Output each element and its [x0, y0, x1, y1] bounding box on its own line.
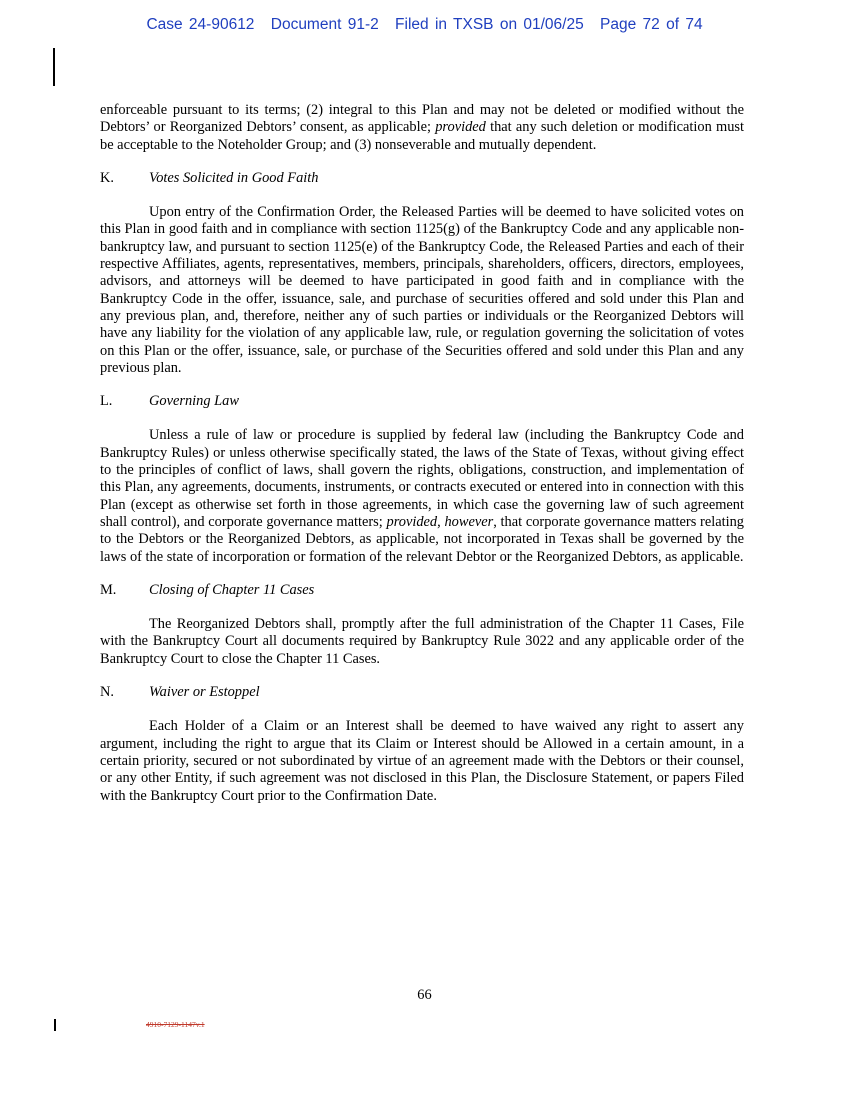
section-title: Governing Law — [149, 393, 239, 410]
section-l-separator: , — [437, 513, 445, 530]
intro-text-2: that any such deletion or modification must be acceptable to the Noteholder Group; and (3) nonseverable and mutually dependent. — [100, 119, 744, 153]
section-k-body: Upon entry of the Confirmation Order, the Released Parties will be deemed to have solicited votes on this Plan in good faith and in compliance with section 1125(g) of the Bankruptcy Code and any applicable non-bankruptcy law, and pursuant to section 1125(e) of the Bankruptcy Code, the Released Parties and each of their respective Affiliates, agents, representatives, members, principals, shareholders, officers, directors, employees, advisors, and attorneys will be deemed to have participated in good faith and in compliance with the Bankruptcy Code in the offer, issuance, sale, and purchase of securities offered and sold under this Plan and any previous plan, and, therefore, neither any of such parties or individuals or the Reorganized Debtors will have any liability for the violation of any applicable law, rule, or regulation governing the solicitation of votes on this Plan or the offer, issuance, sale, or purchase of the Securities offered and sold under this Plan and any previous plan. — [100, 204, 744, 376]
intro-emphasis: provided — [435, 119, 486, 136]
document-id: 4910-7129-1147v.1 — [146, 1020, 205, 1029]
section-letter: M. — [100, 581, 117, 598]
section-l-body — [100, 427, 744, 565]
section-heading-m — [100, 582, 744, 599]
case-number: Case 24-90612 — [146, 16, 255, 33]
section-heading-n — [100, 684, 744, 701]
section-title: Votes Solicited in Good Faith — [149, 169, 319, 186]
section-title: Waiver or Estoppel — [149, 684, 260, 701]
section-heading-k — [100, 170, 744, 187]
section-l-text-2: , that corporate governance matters relating to the Debtors or the Reorganized Debtors, as applicable, not incorporated in Texas shall be governed by the laws of the state of incorporation or formation of the relevant Debtor or the Reorganized Debtors, as applicable. — [100, 513, 744, 565]
intro-paragraph — [100, 102, 744, 154]
section-letter: L. — [100, 393, 113, 410]
revision-bar — [54, 1019, 56, 1031]
section-l-emphasis-2: however — [444, 513, 494, 530]
document-number: Document 91-2 — [270, 16, 379, 33]
section-heading-l — [100, 393, 744, 410]
section-l-text-1: Unless a rule of law or procedure is supplied by federal law (including the Bankruptcy Code and Bankruptcy Rules) or unless otherwise specifically stated, the laws of the State of Texas, without giving effect to the principles of conflict of laws, shall govern the rights, obligations, construction, and implementation of this Plan, any agreements, documents, instruments, or contracts executed or entered into in connection with this Plan (except as otherwise set forth in those agreements, in which case the governing law of such agreement shall control), and corporate governance matters; — [100, 427, 744, 530]
case-header — [0, 16, 849, 34]
revision-bar — [53, 48, 55, 86]
filed-info: Filed in TXSB on 01/06/25 — [395, 16, 584, 33]
section-letter: N. — [100, 684, 114, 701]
section-m-body: The Reorganized Debtors shall, promptly after the full administration of the Chapter 11 Cases, File with the Bankruptcy Court all documents required by Bankruptcy Rule 3022 and any applicable order of the Bankruptcy Court to close the Chapter 11 Cases. — [100, 616, 744, 667]
intro-text-1: enforceable pursuant to its terms; (2) integral to this Plan and may not be deleted or modified without the Debtors’ or Reorganized Debtors’ consent, as applicable; — [100, 102, 744, 136]
section-letter: K. — [100, 169, 114, 186]
page-info: Page 72 of 74 — [600, 16, 703, 33]
document-body — [100, 102, 744, 805]
page-number: 66 — [417, 987, 432, 1003]
section-n-body: Each Holder of a Claim or an Interest shall be deemed to have waived any right to assert any argument, including the right to argue that its Claim or Interest should be Allowed in a certain amount, in a certain priority, secured or not subordinated by virtue of an agreement made with the Debtors or their counsel, or any other Entity, if such agreement was not disclosed in this Plan, the Disclosure Statement, or papers Filed with the Bankruptcy Court prior to the Confirmation Date. — [100, 718, 744, 804]
section-title: Closing of Chapter 11 Cases — [149, 581, 315, 598]
section-l-emphasis-1: provided — [386, 513, 438, 530]
